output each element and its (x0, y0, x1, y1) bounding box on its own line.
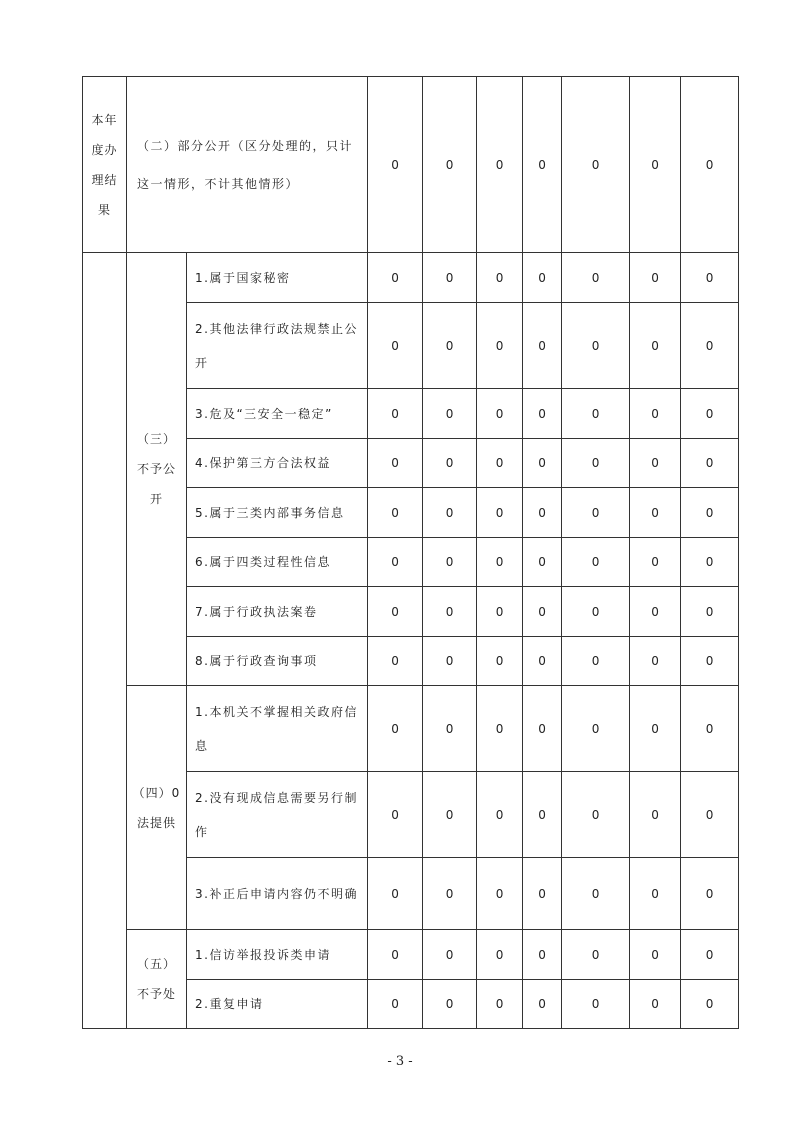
value-cell: 0 (368, 930, 423, 980)
value-cell: 0 (423, 77, 477, 253)
value-cell: 0 (630, 439, 681, 488)
value-cell: 0 (681, 772, 739, 858)
value-cell: 0 (562, 772, 630, 858)
row-label: 7.属于行政执法案卷 (187, 587, 368, 637)
value-cell: 0 (368, 538, 423, 587)
year-result-header-cell (83, 77, 127, 253)
group-label-unable-to-provide (127, 686, 187, 930)
row-label: 6.属于四类过程性信息 (187, 538, 368, 587)
header-line: 果 (97, 202, 111, 217)
value-cell: 0 (523, 389, 562, 439)
row-label: 4.保护第三方合法权益 (187, 439, 368, 488)
value-cell: 0 (423, 980, 477, 1029)
value-cell: 0 (423, 538, 477, 587)
value-cell: 0 (423, 930, 477, 980)
group-label-line: 开 (149, 492, 163, 506)
value-cell: 0 (423, 389, 477, 439)
value-cell: 0 (630, 637, 681, 686)
value-cell: 0 (630, 389, 681, 439)
value-cell: 0 (477, 439, 523, 488)
value-cell: 0 (477, 253, 523, 303)
group-label-line: 法提供 (136, 815, 176, 830)
value-cell: 0 (630, 303, 681, 389)
value-cell: 0 (477, 858, 523, 930)
value-cell: 0 (477, 686, 523, 772)
group-label-not-disclosed (127, 253, 187, 686)
value-cell: 0 (477, 930, 523, 980)
value-cell: 0 (523, 930, 562, 980)
value-cell: 0 (423, 439, 477, 488)
value-cell: 0 (681, 389, 739, 439)
value-cell: 0 (562, 858, 630, 930)
value-cell: 0 (562, 253, 630, 303)
value-cell: 0 (477, 980, 523, 1029)
value-cell: 0 (423, 858, 477, 930)
value-cell: 0 (523, 303, 562, 389)
value-cell: 0 (368, 637, 423, 686)
value-cell: 0 (630, 488, 681, 538)
value-cell: 0 (523, 637, 562, 686)
value-cell: 0 (423, 488, 477, 538)
group-label-not-processed (127, 930, 187, 1029)
value-cell: 0 (477, 303, 523, 389)
value-cell: 0 (681, 538, 739, 587)
value-cell: 0 (477, 538, 523, 587)
value-cell: 0 (630, 858, 681, 930)
value-cell: 0 (562, 980, 630, 1029)
row-label: 2.没有现成信息需要另行制作 (187, 772, 368, 858)
value-cell: 0 (562, 637, 630, 686)
value-cell: 0 (523, 587, 562, 637)
value-cell: 0 (562, 389, 630, 439)
value-cell: 0 (423, 772, 477, 858)
value-cell: 0 (630, 980, 681, 1029)
value-cell: 0 (681, 303, 739, 389)
value-cell: 0 (523, 538, 562, 587)
value-cell: 0 (477, 488, 523, 538)
value-cell: 0 (562, 538, 630, 587)
row-label: 3.危及“三安全一稳定” (187, 389, 368, 439)
value-cell: 0 (523, 772, 562, 858)
value-cell: 0 (681, 637, 739, 686)
value-cell: 0 (562, 488, 630, 538)
value-cell: 0 (681, 253, 739, 303)
group-label-line: （三） (136, 432, 176, 446)
value-cell: 0 (562, 587, 630, 637)
value-cell: 0 (368, 303, 423, 389)
value-cell: 0 (423, 686, 477, 772)
value-cell: 0 (681, 587, 739, 637)
value-cell: 0 (368, 587, 423, 637)
value-cell: 0 (423, 253, 477, 303)
value-cell: 0 (423, 303, 477, 389)
table-row-partial-disclosure (83, 77, 739, 253)
value-cell: 0 (681, 980, 739, 1029)
value-cell: 0 (477, 772, 523, 858)
value-cell: 0 (630, 253, 681, 303)
value-cell: 0 (562, 439, 630, 488)
row-label: 8.属于行政查询事项 (187, 637, 368, 686)
value-cell: 0 (523, 686, 562, 772)
group-label-line: 不予处 (136, 987, 176, 1001)
row-label: 1.属于国家秘密 (187, 253, 368, 303)
value-cell: 0 (368, 858, 423, 930)
table-row (83, 253, 739, 303)
table-row (83, 686, 739, 772)
value-cell: 0 (523, 77, 562, 253)
value-cell: 0 (477, 389, 523, 439)
value-cell: 0 (562, 77, 630, 253)
header-line: 理结 (91, 172, 118, 187)
value-cell: 0 (523, 253, 562, 303)
row-label: 1.本机关不掌握相关政府信息 (187, 686, 368, 772)
value-cell: 0 (681, 488, 739, 538)
row-label: 3.补正后申请内容仍不明确 (187, 858, 368, 930)
value-cell: 0 (681, 77, 739, 253)
value-cell: 0 (368, 77, 423, 253)
value-cell: 0 (562, 930, 630, 980)
blank-merged-cell (83, 253, 127, 1029)
disclosure-statistics-table (82, 76, 739, 1029)
header-line: 度办 (91, 142, 118, 157)
value-cell: 0 (477, 77, 523, 253)
group-label-line: （五） (136, 957, 176, 971)
row-label: 2.其他法律行政法规禁止公开 (187, 303, 368, 389)
value-cell: 0 (368, 389, 423, 439)
value-cell: 0 (368, 439, 423, 488)
value-cell: 0 (562, 303, 630, 389)
value-cell: 0 (630, 77, 681, 253)
row-label: 1.信访举报投诉类申请 (187, 930, 368, 980)
table-row (83, 930, 739, 980)
value-cell: 0 (523, 858, 562, 930)
value-cell: 0 (681, 930, 739, 980)
value-cell: 0 (630, 772, 681, 858)
group-label-line: （四）0 (132, 785, 181, 800)
value-cell: 0 (681, 686, 739, 772)
group-label-line: 不予公 (136, 462, 176, 476)
page-number: - 3 - (387, 1054, 413, 1069)
value-cell: 0 (477, 587, 523, 637)
value-cell: 0 (523, 980, 562, 1029)
value-cell: 0 (423, 587, 477, 637)
value-cell: 0 (681, 439, 739, 488)
value-cell: 0 (630, 930, 681, 980)
row-label: （二）部分公开（区分处理的，只计这一情形，不计其他情形） (127, 77, 368, 253)
value-cell: 0 (368, 686, 423, 772)
value-cell: 0 (477, 637, 523, 686)
header-line: 本年 (91, 112, 118, 127)
value-cell: 0 (368, 980, 423, 1029)
value-cell: 0 (368, 772, 423, 858)
value-cell: 0 (368, 253, 423, 303)
value-cell: 0 (562, 686, 630, 772)
row-label: 5.属于三类内部事务信息 (187, 488, 368, 538)
value-cell: 0 (523, 488, 562, 538)
row-label: 2.重复申请 (187, 980, 368, 1029)
value-cell: 0 (681, 858, 739, 930)
value-cell: 0 (523, 439, 562, 488)
value-cell: 0 (630, 587, 681, 637)
value-cell: 0 (630, 538, 681, 587)
value-cell: 0 (630, 686, 681, 772)
value-cell: 0 (368, 488, 423, 538)
value-cell: 0 (423, 637, 477, 686)
